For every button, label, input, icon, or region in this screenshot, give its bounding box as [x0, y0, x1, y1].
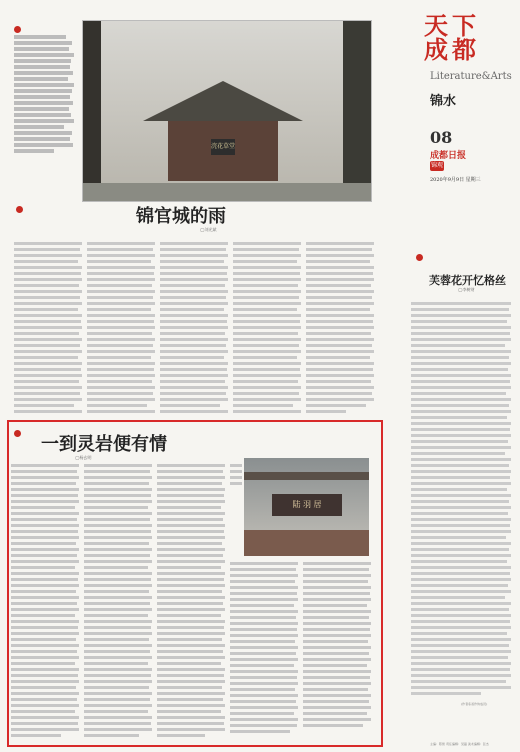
highlighted-article-title: 一到灵岩便有情	[41, 434, 167, 455]
top-article-author: ◯刘光斌	[200, 227, 217, 232]
page-footer: 主编：陈智 责任编辑：吴磊 美术编辑：张杰	[430, 742, 489, 746]
section-mark-icon	[14, 26, 21, 33]
pavilion-sign: 浣花草堂	[211, 139, 235, 155]
pavilion-roof	[143, 81, 303, 121]
intro-column	[14, 26, 76, 186]
section-mark-icon	[16, 206, 23, 213]
issue-date: 2020年9月9日 星期三	[430, 177, 481, 183]
top-article-body	[14, 240, 376, 418]
section-title-en: Literature&Arts	[430, 71, 512, 82]
highlighted-article-body	[11, 462, 375, 740]
section-tag: 锦观	[430, 162, 443, 169]
section-mark-icon	[416, 254, 423, 261]
right-article-body	[411, 298, 513, 702]
right-article-title: 芙蓉花开忆格丝	[429, 274, 506, 287]
issue-number: 08	[430, 128, 453, 147]
right-article-caption: (作者系省作协成员)	[461, 702, 488, 706]
highlighted-article-text-lines	[11, 462, 375, 740]
logo-char: 都	[452, 35, 476, 64]
section-title-cn: 锦水	[430, 94, 457, 109]
logo-char: 成	[424, 35, 448, 64]
masthead-logo	[424, 11, 480, 64]
logo-char: 下	[452, 11, 476, 40]
door-plaque: 陆 羽 居	[272, 494, 342, 516]
highlighted-article-author: ◯杨玄明	[75, 455, 92, 460]
pavilion-photo	[82, 20, 372, 202]
section-mark-icon	[14, 430, 21, 437]
top-article-text-lines	[14, 240, 376, 418]
paper-name: 成都日报	[430, 151, 467, 161]
right-article-text-lines	[411, 298, 513, 702]
top-article-title: 锦官城的雨	[136, 206, 226, 227]
logo-char: 天	[424, 11, 448, 40]
right-article-author: ◯李树财	[458, 287, 475, 292]
